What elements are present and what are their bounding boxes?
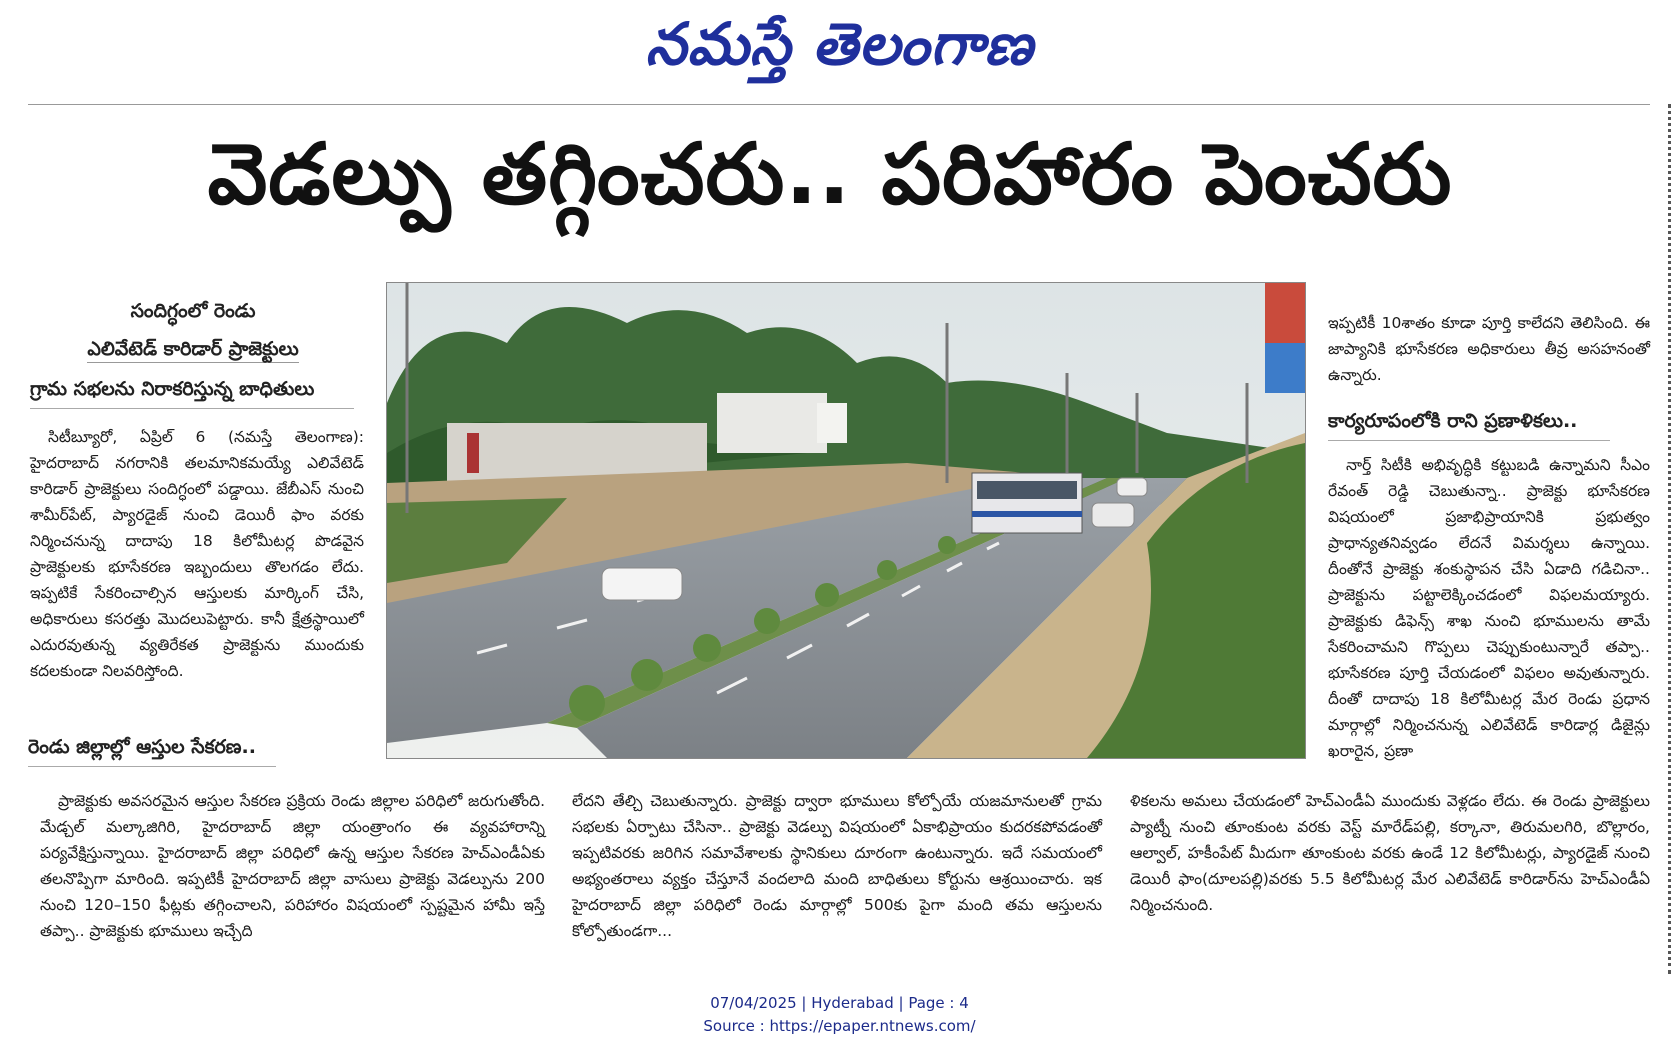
kicker-line-2-wrap — [28, 338, 358, 365]
right-subhead: కార్యరూపంలోకి రాని ప్రణాళికలు.. — [1328, 410, 1610, 441]
left-column — [30, 424, 364, 724]
right-column-top — [1328, 310, 1650, 400]
headline: వెడల్పు తగ్గించరు.. పరిహారం పెంచరు — [207, 125, 1453, 223]
top-divider — [28, 104, 1650, 105]
page-edge-divider — [1668, 104, 1671, 974]
kicker-line-2: ఎలివేటెడ్ కారిడార్ ప్రాజెక్టులు — [87, 338, 298, 363]
right-column-body — [1328, 452, 1650, 787]
kicker-line-1: సందిగ్ధంలో రెండు — [130, 300, 256, 322]
left-body: సిటీబ్యూరో, ఏప్రిల్ 6 (నమస్తే తెలంగాణ): హైదరాబాద్ నగరానికి తలమానికమయ్యే ఎలివేటెడ్ కారిడార్ ప్రాజెక్టులు సందిగ్ధంలో పడ్డాయి. జేబీఎస్ నుంచి శామీర్‌పేట్, ప్యారడైజ్ నుంచి డెయిరీ ఫాం వరకు నిర్మించనున్న దాదాపు 18 కిలోమీటర్ల పొడవైన ప్రాజెక్టులకు భూసేకరణ ఇబ్బందులు తొలగడం లేదు. ఇప్పటికే సేకరించాల్సిన ఆస్తులకు మార్కింగ్ చేసి, అధికారులు కసరత్తు మొదలుపెట్టారు. కానీ క్షేత్రస్థాయిలో ఎదురవుతున్న వ్యతిరేకత ప్రాజెక్టును ముందుకు కదలకుండా నిలవరిస్తోంది. — [30, 428, 364, 680]
footer-dateline: 07/04/2025 | Hyderabad | Page : 4 — [710, 994, 969, 1012]
left-subhead-2: రెండు జిల్లాల్లో ఆస్తుల సేకరణ.. — [28, 736, 276, 767]
masthead-logo: నమస్తే తెలంగాణ — [645, 10, 1034, 78]
bottom-col1-body: ప్రాజెక్టుకు అవసరమైన ఆస్తుల సేకరణ ప్రక్రియ రెండు జిల్లాల పరిధిలో జరుగుతోంది. మేడ్చల్ మల్కాజిగిరి, హైదరాబాద్ జిల్లా యంత్రాంగం ఈ వ్యవహారాన్ని పర్యవేక్షిస్తున్నాయి. హైదరాబాద్ జిల్లా పరిధిలో ఉన్న ఆస్తుల సేకరణ హెచ్ఎండీఏకు తలనొప్పిగా మారింది. ఇప్పటికీ హైదరాబాద్ జిల్లా వాసులు ప్రాజెక్టు వెడల్పును 200 నుంచి 120–150 ఫీట్లకు తగ్గించాలని, పరిహారం విషయంలో స్పష్టమైన హామీ ఇస్తే తప్పా.. ప్రాజెక్టుకు భూములు ఇచ్చేది — [40, 792, 545, 940]
bottom-col2-body: లేదని తేల్చి చెబుతున్నారు. ప్రాజెక్టు ద్వారా భూములు కోల్పోయే యజమానులతో గ్రామ సభలకు ఏర్పాటు చేసినా.. ప్రాజెక్టు వెడల్పు విషయంలో ఏకాభిప్రాయం కుదరకపోవడంతో ఇప్పటివరకు జరిగిన సమావేశాలకు స్థానికులు దూరంగా ఉంటున్నారు. ఇదే సమయంలో అభ్యంతరాలు వ్యక్తం చేస్తూనే వందలాది మంది బాధితులు కోర్టును ఆశ్రయించారు. ఇక హైదరాబాద్ జిల్లా పరిధిలో రెండు మార్గాల్లో 500కు పైగా మంది తమ ఆస్తులను కోల్పోతుండగా... — [572, 792, 1102, 940]
bottom-column-2 — [572, 788, 1102, 948]
bottom-column-1 — [40, 788, 545, 948]
bottom-column-3 — [1130, 788, 1650, 918]
road-photo — [386, 282, 1306, 759]
right-body-2: నార్త్ సిటీకి అభివృద్ధికి కట్టుబడి ఉన్నామని సీఎం రేవంత్ రెడ్డి చెబుతున్నా.. ప్రాజెక్టు భూసేకరణ విషయంలో ప్రజాభిప్రాయానికి ప్రభుత్వం ప్రాధాన్యతనివ్వడం లేదనే విమర్శలు ఉన్నాయి. దీంతోనే ప్రాజెక్టు శంకుస్థాపన చేసి ఏడాది గడిచినా.. ప్రాజెక్టును పట్టాలెక్కించడంలో విఫలమయ్యారు. ప్రాజెక్టుకు డిఫెన్స్ శాఖ నుంచి భూములను తామే సేకరించామని గొప్పలు చెప్పుకుంటున్నారే తప్పా.. భూసేకరణ పూర్తి చేయడంలో విఫలం అవుతున్నారు. దీంతో దాదాపు 18 కిలోమీటర్ల మేర రెండు ప్రధాన మార్గాల్లో నిర్మించనున్న ఎలివేటెడ్ కారిడార్ల డిజైన్లు ఖరారైన, ప్రణా — [1328, 456, 1650, 760]
right-body-1: ఇప్పటికీ 10శాతం కూడా పూర్తి కాలేదని తెలిసింది. ఈ జాప్యానికి భూసేకరణ అధికారులు తీవ్ర అసహనంతో ఉన్నారు. — [1328, 314, 1650, 384]
footer-source: Source : https://epaper.ntnews.com/ — [703, 1017, 976, 1035]
bottom-col3-body: ళికలను అమలు చేయడంలో హెచ్ఎండీఏ ముందుకు వెళ్లడం లేదు. ఈ రెండు ప్రాజెక్టులు ప్యాట్నీ నుంచి తూంకుంట వరకు వెస్ట్ మారేడ్‌పల్లి, కర్కానా, తిరుమలగిరి, బొల్లారం, ఆల్వాల్, హకీంపేట్ మీదుగా తూంకుంట వరకు ఉండే 12 కిలోమీటర్లు, ప్యారడైజ్ నుంచి డెయిరీ ఫాం(దూలపల్లి)వరకు 5.5 కిలోమీటర్ల మేర ఎలివేటెడ్ కారిడార్‌ను హెచ్ఎండీఏ నిర్మించనుంది. — [1130, 792, 1650, 914]
left-subhead-1: గ్రామ సభలను నిరాకరిస్తున్న బాధితులు — [30, 378, 354, 409]
